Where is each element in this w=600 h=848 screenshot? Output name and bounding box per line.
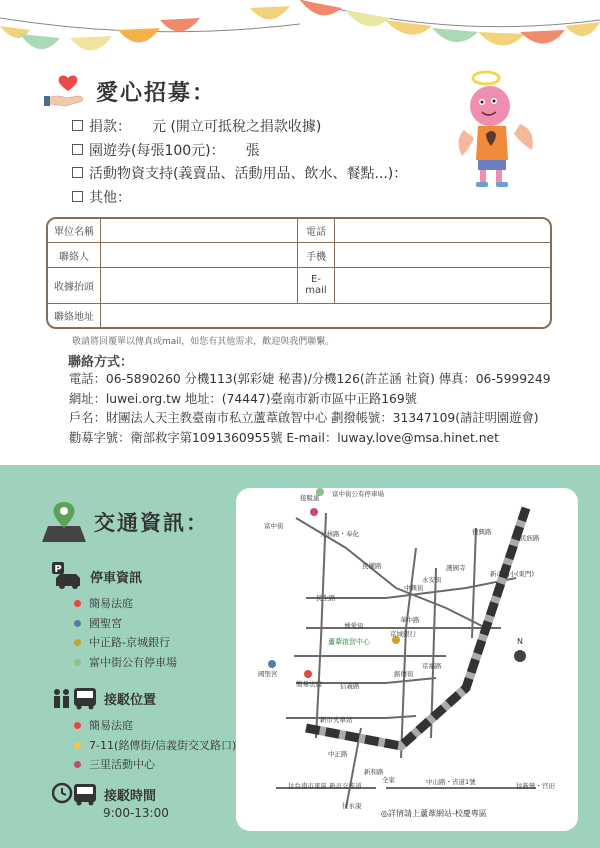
contact-person-label: 聯絡人 xyxy=(48,243,101,268)
contact-heading: 聯絡方式： xyxy=(68,355,134,370)
donation-option[interactable]: 其他： xyxy=(72,187,407,211)
receipt-label: 收據抬頭 xyxy=(48,268,101,303)
contact-line: 勸募字號：衛部救字第1091360955號 E-mail：luway.love@msa.hinet.net xyxy=(69,430,499,445)
receipt-field[interactable] xyxy=(101,268,298,303)
bus-people-icon xyxy=(52,686,96,710)
checkbox[interactable] xyxy=(72,191,83,202)
shuttle-time-heading-row xyxy=(52,782,156,806)
map-label: 銘傳街 xyxy=(394,670,414,678)
map-label: 富中街 xyxy=(264,522,284,530)
map-label: 護國寺 xyxy=(446,564,466,572)
map-label: 京城銀行 xyxy=(390,630,416,638)
address-field[interactable] xyxy=(101,303,551,327)
contact-info xyxy=(69,370,551,448)
shuttle-time-title: 接駁時間 xyxy=(104,788,157,804)
checkbox[interactable] xyxy=(72,167,83,178)
pickup-item: 7-11(銘傳街/信義街交叉路口) xyxy=(74,736,236,756)
contact-line: 電話：06-5890260 分機113(郭彩婕 秘書)/分機126(許芷涵 社資) 傳真：06-5999249 xyxy=(69,372,551,386)
email-field[interactable] xyxy=(335,268,551,303)
org-field[interactable] xyxy=(101,219,298,243)
map-label: 往新營・官田 xyxy=(516,782,555,790)
traffic-title: 交通資訊： xyxy=(94,511,209,535)
route-map xyxy=(236,488,578,831)
map-label: 華中路 xyxy=(400,616,420,624)
parking-item: 簡易法庭 xyxy=(74,594,177,614)
parking-item: 國聖宮 xyxy=(74,614,177,634)
marker-dot xyxy=(74,620,81,627)
donation-option[interactable]: 園遊券(每張100元)： 張 xyxy=(72,140,407,164)
parking-title: 停車資訊 xyxy=(90,570,143,586)
map-label: 新市火車站 xyxy=(320,716,353,724)
svg-text:P: P xyxy=(54,564,62,575)
mobile-field[interactable] xyxy=(335,243,551,268)
parking-heading-row xyxy=(52,562,142,590)
map-label: 新和路 xyxy=(364,768,384,776)
checkbox[interactable] xyxy=(72,144,83,155)
map-label: 新市國小(東門) xyxy=(490,570,535,578)
org-label: 單位名稱 xyxy=(48,219,101,243)
map-label: 國聖宮 xyxy=(258,670,278,678)
map-label: 中山路・省道1號 xyxy=(426,778,476,786)
checkbox[interactable] xyxy=(72,120,83,131)
pickup-heading-row xyxy=(52,686,156,710)
map-label: 往台南市東區 新市交流道 xyxy=(288,782,362,790)
marker-dot xyxy=(74,742,81,749)
donation-title: 愛心招募： xyxy=(96,80,217,106)
donation-options xyxy=(72,116,407,210)
donation-option[interactable]: 活動物資支持(義賣品、活動用品、飲水、餐點...)： xyxy=(72,163,407,187)
map-pin-icon xyxy=(42,502,86,542)
map-label: 復興路 xyxy=(472,528,492,536)
pickup-list xyxy=(74,716,236,775)
parking-item: 中正路-京城銀行 xyxy=(74,633,177,653)
marker-dot xyxy=(74,659,81,666)
map-label: 元林路・奉化 xyxy=(320,530,359,538)
marker-dot xyxy=(74,600,81,607)
bunting-decoration xyxy=(0,0,600,60)
parking-car-icon xyxy=(52,562,82,590)
phone-label: 電話 xyxy=(298,219,335,243)
map-label: 簡易法庭 xyxy=(296,680,322,688)
map-label: 博愛街 xyxy=(344,622,364,630)
traffic-title-row xyxy=(42,502,209,542)
reply-form xyxy=(46,217,552,329)
map-label: 信義路 xyxy=(340,682,360,690)
pickup-title: 接駁位置 xyxy=(104,692,157,708)
marker-dot xyxy=(74,722,81,729)
parking-item: 富中街公有停車場 xyxy=(74,653,177,673)
map-label: 中正路 xyxy=(328,750,348,758)
donation-option[interactable]: 捐款： 元 (開立可抵稅之捐款收據) xyxy=(72,116,407,140)
map-label: 民族路 xyxy=(520,534,540,542)
angel-mascot-icon xyxy=(456,68,536,190)
map-label: 全家 xyxy=(382,776,395,784)
map-label: 接駁處 xyxy=(300,494,320,502)
heart-hand-icon xyxy=(44,74,90,108)
pickup-item: 簡易法庭 xyxy=(74,716,236,736)
map-label: 京福路 xyxy=(422,662,442,670)
contact-person-field[interactable] xyxy=(101,243,298,268)
contact-line: 戶名：財團法人天主教臺南市私立蘆葦啟智中心 劃撥帳號：31347109(請註明園遊會) xyxy=(69,411,539,426)
map-label: 民權路 xyxy=(362,562,382,570)
phone-field[interactable] xyxy=(335,219,551,243)
email-label: E-mail xyxy=(298,268,335,303)
donation-title-row xyxy=(44,74,216,108)
clock-bus-icon xyxy=(52,782,96,806)
map-footer: ◎詳情請上蘆葦網站-校慶專區 xyxy=(381,809,487,818)
address-label: 聯絡地址 xyxy=(48,303,101,327)
map-label: 民生路 xyxy=(316,594,336,602)
map-label: 永安街 xyxy=(422,576,442,584)
pickup-item: 三里活動中心 xyxy=(74,755,236,775)
mobile-label: 手機 xyxy=(298,243,335,268)
marker-dot xyxy=(74,761,81,768)
map-label: 蘆葦啟智中心 xyxy=(328,638,370,646)
shuttle-time-value: 9:00-13:00 xyxy=(103,806,169,820)
reply-note: 敬請將回覆單以傳真或mail，如您有其他需求，歡迎與我們聯繫。 xyxy=(72,337,335,347)
north-indicator: N xyxy=(517,637,523,646)
map-label: 往永康 xyxy=(342,802,362,810)
parking-list xyxy=(74,594,177,672)
map-label: 中興街 xyxy=(404,584,424,592)
marker-dot xyxy=(74,639,81,646)
contact-line: 網址：luwei.org.tw 地址：(74447)臺南市新市區中正路169號 xyxy=(69,391,417,406)
map-label: 富中街公有停車場 xyxy=(332,490,384,498)
